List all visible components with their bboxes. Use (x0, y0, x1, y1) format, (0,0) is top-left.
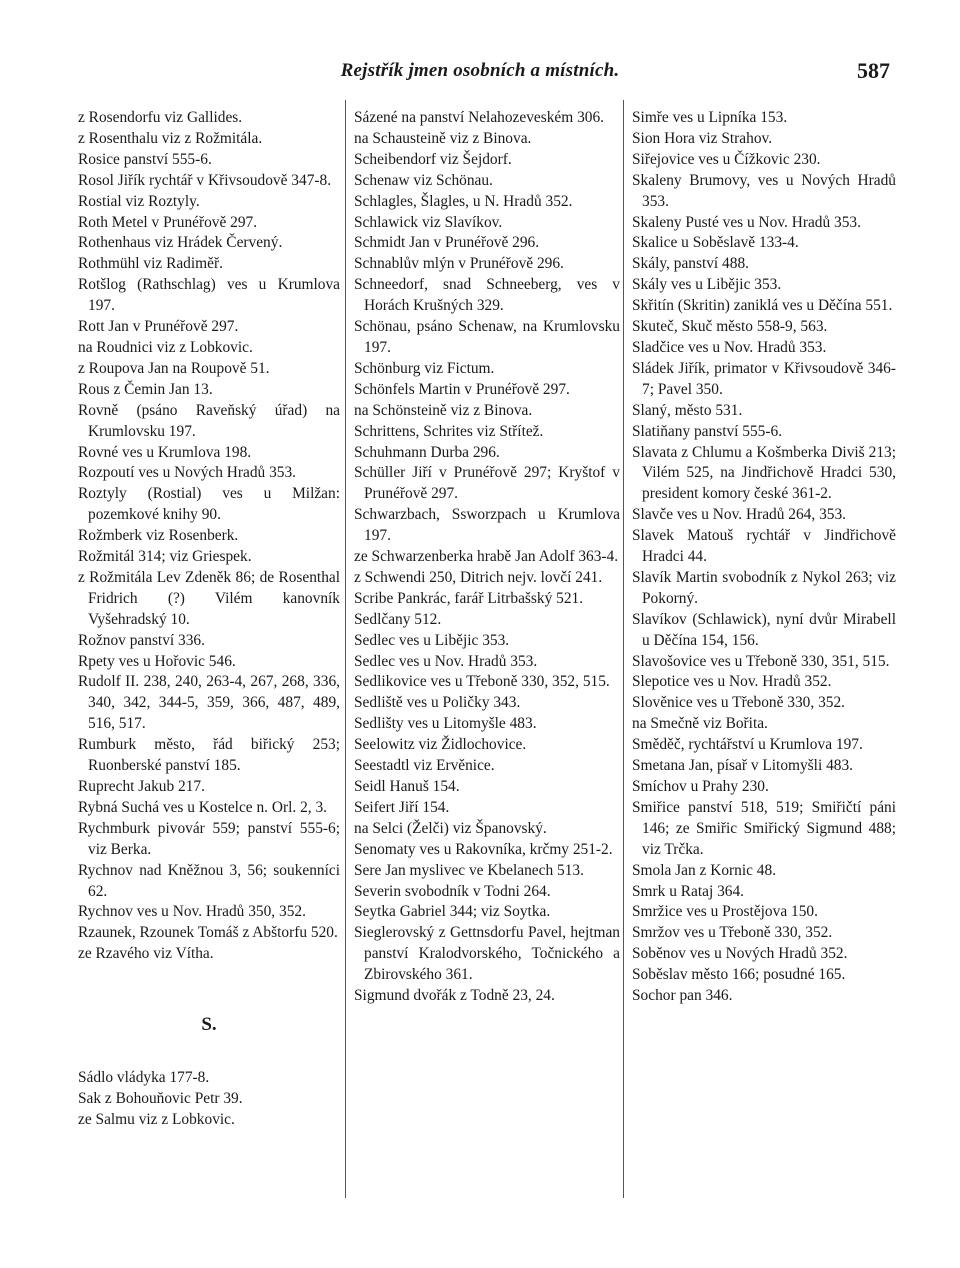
section-letter: S. (201, 1014, 217, 1036)
page-header (0, 58, 960, 88)
index-entry: Rosol Jiřík rychtář v Křivsoudově 347-8. (78, 171, 332, 189)
index-entry: Smíchov u Prahy 230. (632, 778, 769, 795)
page-number: 587 (857, 58, 890, 83)
index-entry: Schönfels Martin v Prunéřově 297. (354, 380, 570, 398)
index-entry: Slepotice ves u Nov. Hradů 352. (632, 673, 832, 691)
index-entry: Skřitín (Skritin) zaniklá ves u Děčína 551. (632, 297, 893, 315)
index-entry: Sázené na panství Nelahozeveském 306. (354, 109, 605, 126)
index-entry: Smola Jan z Kornic 48. (632, 861, 777, 879)
index-entry: Rychnov ves u Nov. Hradů 350, 352. (78, 903, 306, 921)
index-entry: Rudolf II. 238, 240, 263-4, 267, 268, 336, 340, 342, 344-5, 359, 366, 487, 489, 516, 517. (78, 673, 340, 733)
index-entry: Scribe Pankrác, farář Litrbašský 521. (354, 589, 584, 607)
index-entry: Smržov ves u Třeboně 330, 352. (632, 924, 833, 942)
index-entry: Seelowitz viz Židlochovice. (354, 736, 527, 754)
index-entry: Rychmburk pivovár 559; panství 555-6; viz Berka. (78, 819, 340, 858)
index-entry: Sedlec ves u Nov. Hradů 353. (354, 652, 538, 670)
index-entry: Schlawick viz Slavíkov. (354, 213, 503, 231)
index-entry: Sedlišty ves u Litomyšle 483. (354, 715, 537, 733)
index-entry: Soběslav město 166; posudné 165. (632, 966, 846, 984)
index-entry: Schenaw viz Schönau. (354, 171, 493, 189)
index-entry: Siřejovice ves u Čížkovic 230. (632, 150, 821, 168)
index-entry: Skály, panství 488. (632, 255, 749, 273)
index-entry: Rovné ves u Krumlova 198. (78, 443, 252, 461)
index-entry: Rzaunek, Rzounek Tomáš z Abštorfu 520. (78, 924, 338, 942)
index-entry: Schneedorf, snad Schneeberg, ves v Horách Krušných 329. (354, 276, 620, 315)
index-entry: Schönau, psáno Schenaw, na Krumlovsku 197. (354, 318, 620, 356)
index-entry: Slověnice ves u Třeboně 330, 352. (632, 694, 846, 712)
index-entry: ze Rzavého viz Vítha. (78, 945, 214, 963)
running-title: Rejstřík jmen osobních a místních. (340, 60, 620, 81)
index-entry: Roth Metel v Prunéřově 297. (78, 213, 258, 231)
index-entry: Sedliště ves u Poličky 343. (354, 694, 521, 712)
index-entry: Sak z Bohouňovic Petr 39. (78, 1089, 243, 1107)
index-entry: Slavíkov (Schlawick), nyní dvůr Mirabell u Děčína 154, 156. (632, 610, 896, 649)
index-entry: Senomaty ves u Rakovníka, krčmy 251-2. (354, 840, 613, 858)
index-entry: Sigmund dvořák z Todně 23, 24. (354, 987, 555, 1005)
index-entry: Smržice ves u Prostějova 150. (632, 903, 818, 921)
index-entry: Skaleny Pusté ves u Nov. Hradů 353. (632, 213, 861, 231)
index-entry: Schnablův mlýn v Prunéřově 296. (354, 255, 564, 273)
index-entry: Rožmitál 314; viz Griespek. (78, 548, 252, 566)
index-entry: z Rosenthalu viz z Rožmitála. (78, 129, 263, 147)
index-entry: na Selci (Želči) viz Španovský. (354, 819, 547, 837)
index-entry: z Roupova Jan na Roupově 51. (78, 359, 270, 377)
index-column-1 (78, 108, 340, 1131)
index-entry: Sladčice ves u Nov. Hradů 353. (632, 338, 827, 356)
index-entry: z Schwendi 250, Ditrich nejv. lovčí 241. (354, 568, 603, 586)
index-entries-s (78, 1068, 340, 1131)
index-entry: ze Schwarzenberka hrabě Jan Adolf 363-4. (354, 548, 619, 566)
index-entry: Rychnov nad Kněžnou 3, 56; soukenníci 62. (78, 861, 340, 900)
index-entry: Sochor pan 346. (632, 987, 733, 1005)
index-entry: Směděč, rychtářství u Krumlova 197. (632, 736, 863, 754)
index-entry: Rpety ves u Hořovic 546. (78, 652, 236, 670)
index-entry: Rothenhaus viz Hrádek Červený. (78, 234, 283, 252)
index-entries-r (78, 108, 340, 965)
index-entry: Rumburk město, řád biřický 253; Ruonberské panství 185. (78, 736, 340, 775)
index-entry: Rous z Čemin Jan 13. (78, 380, 213, 398)
index-entry: Sedlikovice ves u Třeboně 330, 352, 515. (354, 673, 610, 691)
index-entry: Schönburg viz Fictum. (354, 359, 495, 377)
index-entry: Seytka Gabriel 344; viz Soytka. (354, 903, 551, 921)
index-entry: Sádlo vládyka 177-8. (78, 1069, 210, 1087)
index-entry: Skaleny Brumovy, ves u Nových Hradů 353. (632, 171, 896, 210)
index-entry: ze Salmu viz z Lobkovic. (78, 1110, 235, 1128)
index-entry: Slaný, město 531. (632, 401, 743, 419)
index-entry: Skuteč, Skuč město 558-9, 563. (632, 318, 828, 336)
index-entry: Rothmühl viz Radiměř. (78, 255, 223, 273)
index-entry: Smrk u Rataj 364. (632, 882, 745, 900)
index-entry: Slavík Martin svobodník z Nykol 263; viz Pokorný. (632, 568, 896, 607)
index-entry: Schuhmann Durba 296. (354, 443, 500, 461)
index-entry: Rozpoutí ves u Nových Hradů 353. (78, 464, 297, 482)
index-entry: Rožnov panství 336. (78, 631, 205, 649)
index-entry: z Rosendorfu viz Gallides. (78, 109, 243, 126)
index-entry: Sedlec ves u Liběјic 353. (354, 631, 510, 649)
index-entry: Schmidt Jan v Prunéřově 296. (354, 234, 540, 252)
index-entry: Simře ves u Lipníka 153. (632, 109, 788, 126)
index-entry: Slavata z Chlumu a Košmberka Diviš 213; Vilém 525, na Jindřichově Hradci 530, president komory české 361-2. (632, 443, 896, 503)
index-entry: Smiřice panství 518, 519; Smiřičtí páni 146; ze Smiřic Smiřický Sigmund 488; viz Trčka. (632, 798, 896, 858)
index-entry: Sieglerovský z Gettnsdorfu Pavel, hejtman panství Kralodvorského, Točnického a Zbirovského 361. (354, 924, 620, 984)
index-entry: Roztyly (Rostial) ves u Milžan: pozemkové knihy 90. (78, 485, 340, 524)
index-entry: Rostial viz Roztyly. (78, 192, 200, 210)
index-entry: Rotšlog (Rathschlag) ves u Krumlova 197. (78, 276, 340, 315)
index-entry: Rožmberk viz Rosenberk. (78, 527, 239, 545)
index-column-2 (354, 108, 620, 1007)
index-entry: na Smečně viz Bořita. (632, 715, 768, 733)
index-entry: Skalice u Soběslavě 133-4. (632, 234, 799, 252)
index-entry: Seifert Jiří 154. (354, 798, 450, 816)
index-entry: Rott Jan v Prunéřově 297. (78, 318, 239, 336)
index-entry: Sedlčany 512. (354, 610, 442, 628)
index-entry: Seestadtl viz Ervěnice. (354, 757, 495, 775)
index-entry: na Roudnici viz z Lobkovic. (78, 338, 253, 356)
index-entry: Rovně (psáno Raveňský úřad) na Krumlovsku 197. (78, 401, 340, 440)
index-entry: Sion Hora viz Strahov. (632, 129, 773, 147)
index-entry: Smetana Jan, písař v Litomyšli 483. (632, 757, 853, 775)
index-entry: Soběnov ves u Nových Hradů 352. (632, 945, 848, 963)
index-entry: Schrittens, Schrites viz Střítež. (354, 422, 544, 440)
index-entry: Sládek Jiřík, primator v Křivsoudově 346-7; Pavel 350. (632, 359, 896, 398)
index-entry: Scheibendorf viz Šejdorf. (354, 150, 512, 168)
index-entry: Rosice panství 555-6. (78, 150, 212, 168)
index-entry: na Schönsteině viz z Binova. (354, 401, 533, 419)
index-entry: Schüller Jiří v Prunéřově 297; Kryštof v Prunéřově 297. (354, 464, 620, 503)
index-entry: na Schausteině viz z Binova. (354, 129, 532, 147)
index-entry: Seidl Hanuš 154. (354, 778, 460, 795)
index-entry: Severin svobodník v Todni 264. (354, 882, 551, 900)
index-entry: z Rožmitála Lev Zdeněk 86; de Rosenthal Fridrich (?) Vilém kanovník Vyšehradský 10. (78, 568, 340, 628)
index-column-3 (632, 108, 896, 1007)
column-divider (623, 100, 624, 1198)
column-divider (345, 100, 346, 1198)
index-entry: Skály ves u Liběјic 353. (632, 276, 782, 294)
index-entry: Slavošovice ves u Třeboně 330, 351, 515. (632, 652, 890, 670)
index-entry: Slatiňany panství 555-6. (632, 422, 783, 440)
index-entry: Schwarzbach, Ssworzpach u Krumlova 197. (354, 506, 620, 545)
index-entry: Schlagles, Šlagles, u N. Hradů 352. (354, 192, 573, 210)
index-entry: Slavek Matouš rychtář v Jindřichově Hradci 44. (632, 527, 896, 566)
index-entry: Ruprecht Jakub 217. (78, 778, 205, 795)
index-entry: Slavče ves u Nov. Hradů 264, 353. (632, 506, 847, 524)
index-entry: Rybná Suchá ves u Kostelce n. Orl. 2, 3. (78, 798, 328, 816)
index-entry: Sere Jan myslivec ve Kbelanech 513. (354, 861, 584, 879)
